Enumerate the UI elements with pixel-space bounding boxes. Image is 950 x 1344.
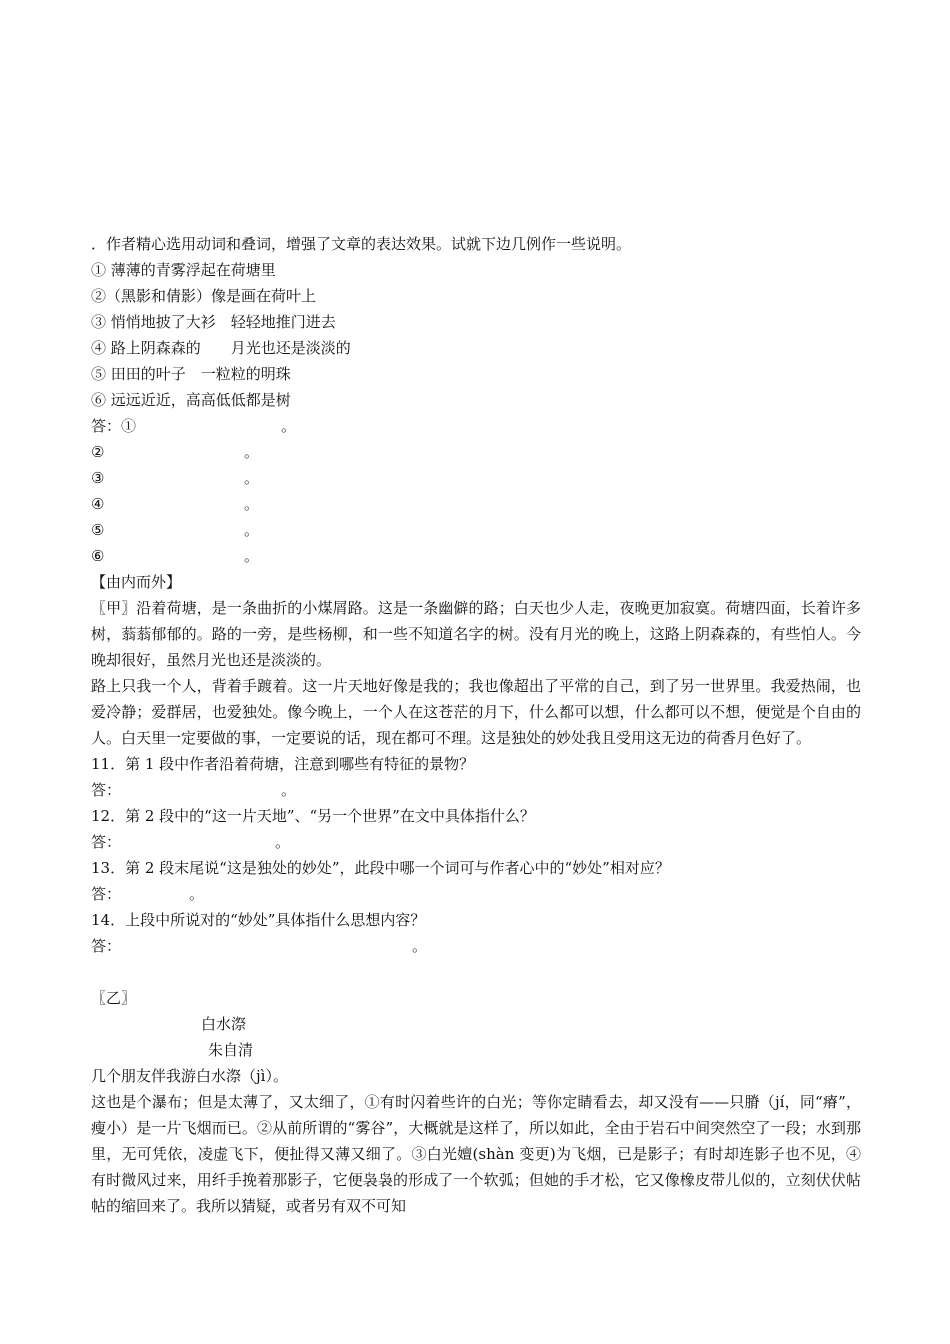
answer-label: 答：① — [91, 417, 137, 435]
passage-b-label: 〖乙〗 — [91, 989, 137, 1007]
example-2: ②（黑影和倩影）像是画在荷叶上 — [91, 287, 317, 305]
answer-label: ⑥ — [91, 547, 105, 565]
answer-end-mark: 。 — [275, 833, 291, 851]
answer-label: ② — [91, 443, 105, 461]
answer-label: 答： — [91, 885, 122, 903]
answer-label: 答： — [91, 781, 122, 799]
answer-label: ③ — [91, 469, 105, 487]
question-11: 11．第 1 段中作者沿着荷塘，注意到哪些有特征的景物？ — [91, 755, 475, 773]
example-1: ① 薄薄的青雾浮起在荷塘里 — [91, 261, 276, 279]
passage-a-paragraph-2: 路上只我一个人，背着手踱着。这一片天地好像是我的；我也像超出了平常的自己，到了另一世界里。我爱热闹，也爱冷静；爱群居，也爱独处。像今晚上，一个人在这苍茫的月下，什么都可以想，什么都可以不想，便觉是个自由的人。白天里一定要做的事，一定要说的话，现在都可不理。这是独处的妙处我且受用这无边的荷香月色好了。 — [91, 677, 861, 747]
answer-label: ④ — [91, 495, 105, 513]
answer-12 — [91, 829, 861, 855]
answer-end-mark: 。 — [412, 937, 428, 955]
passage-b-author: 朱自清 — [208, 1041, 254, 1059]
example-3: ③ 悄悄地披了大衫 轻轻地推门进去 — [91, 313, 336, 331]
document-body — [91, 231, 861, 1219]
question-intro: ．作者精心选用动词和叠词，增强了文章的表达效果。试就下边几例作一些说明。 — [91, 235, 632, 253]
answer-end-mark: 。 — [244, 495, 260, 513]
answer-end-mark: 。 — [281, 417, 297, 435]
answer-end-mark: 。 — [244, 469, 260, 487]
passage-b-paragraph-2: 这也是个瀑布；但是太薄了，又太细了，①有时闪着些许的白光；等你定睛看去，却又没有——只膌（jí，同“瘠”，瘦小）是一片飞烟而已。②从前所谓的“雾谷”，大概就是这样了，所以如此，全由于岩石中间突然空了一段；水到那里，无可凭依，凌虚飞下，便扯得又薄又细了。③白光嬗(shàn 变更)为飞烟，已是影子；有时却连影子也不见，④有时微风过来，用纤手挽着那影子，它便袅袅的形成了一个软弧；但她的手才松，它又像橡皮带儿似的，立刻伏伏帖帖的缩回来了。我所以猜疑，或者另有双不可知 — [91, 1093, 861, 1215]
answer-label: 答： — [91, 833, 122, 851]
question-14: 14．上段中所说对的“妙处”具体指什么思想内容？ — [91, 911, 426, 929]
answer-end-mark: 。 — [281, 781, 297, 799]
passage-b-paragraph-1: 几个朋友伴我游白水漈（jì）。 — [91, 1067, 288, 1085]
answer-line-1 — [91, 413, 861, 439]
answer-end-mark: 。 — [244, 521, 260, 539]
answer-end-mark: 。 — [244, 443, 260, 461]
answer-end-mark: 。 — [189, 885, 205, 903]
answer-end-mark: 。 — [244, 547, 260, 565]
example-5: ⑤ 田田的叶子 一粒粒的明珠 — [91, 365, 291, 383]
question-12: 12．第 2 段中的“这一片天地”、“另一个世界”在文中具体指什么？ — [91, 807, 535, 825]
question-13: 13．第 2 段末尾说“这是独处的妙处”，此段中哪一个词可与作者心中的“妙处”相对应？ — [91, 859, 670, 877]
example-4: ④ 路上阴森森的 月光也还是淡淡的 — [91, 339, 351, 357]
answer-label: ⑤ — [91, 521, 105, 539]
example-6: ⑥ 远远近近，高高低低都是树 — [91, 391, 291, 409]
section-title: 【由内而外】 — [91, 573, 182, 591]
answer-line-5 — [91, 517, 861, 543]
passage-b-title: 白水漈 — [201, 1015, 247, 1033]
blank-line — [91, 959, 861, 985]
answer-line-4 — [91, 491, 861, 517]
answer-14 — [91, 933, 861, 959]
answer-line-3 — [91, 465, 861, 491]
answer-line-6 — [91, 543, 861, 569]
answer-13 — [91, 881, 861, 907]
answer-label: 答： — [91, 937, 122, 955]
passage-a-paragraph-1: 〖甲〗沿着荷塘，是一条曲折的小煤屑路。这是一条幽僻的路；白天也少人走，夜晚更加寂寞。荷塘四面，长着许多树，蓊蓊郁郁的。路的一旁，是些杨柳，和一些不知道名字的树。没有月光的晚上，这路上阴森森的，有些怕人。今晚却很好，虽然月光也还是淡淡的。 — [91, 599, 861, 669]
answer-line-2 — [91, 439, 861, 465]
answer-11 — [91, 777, 861, 803]
